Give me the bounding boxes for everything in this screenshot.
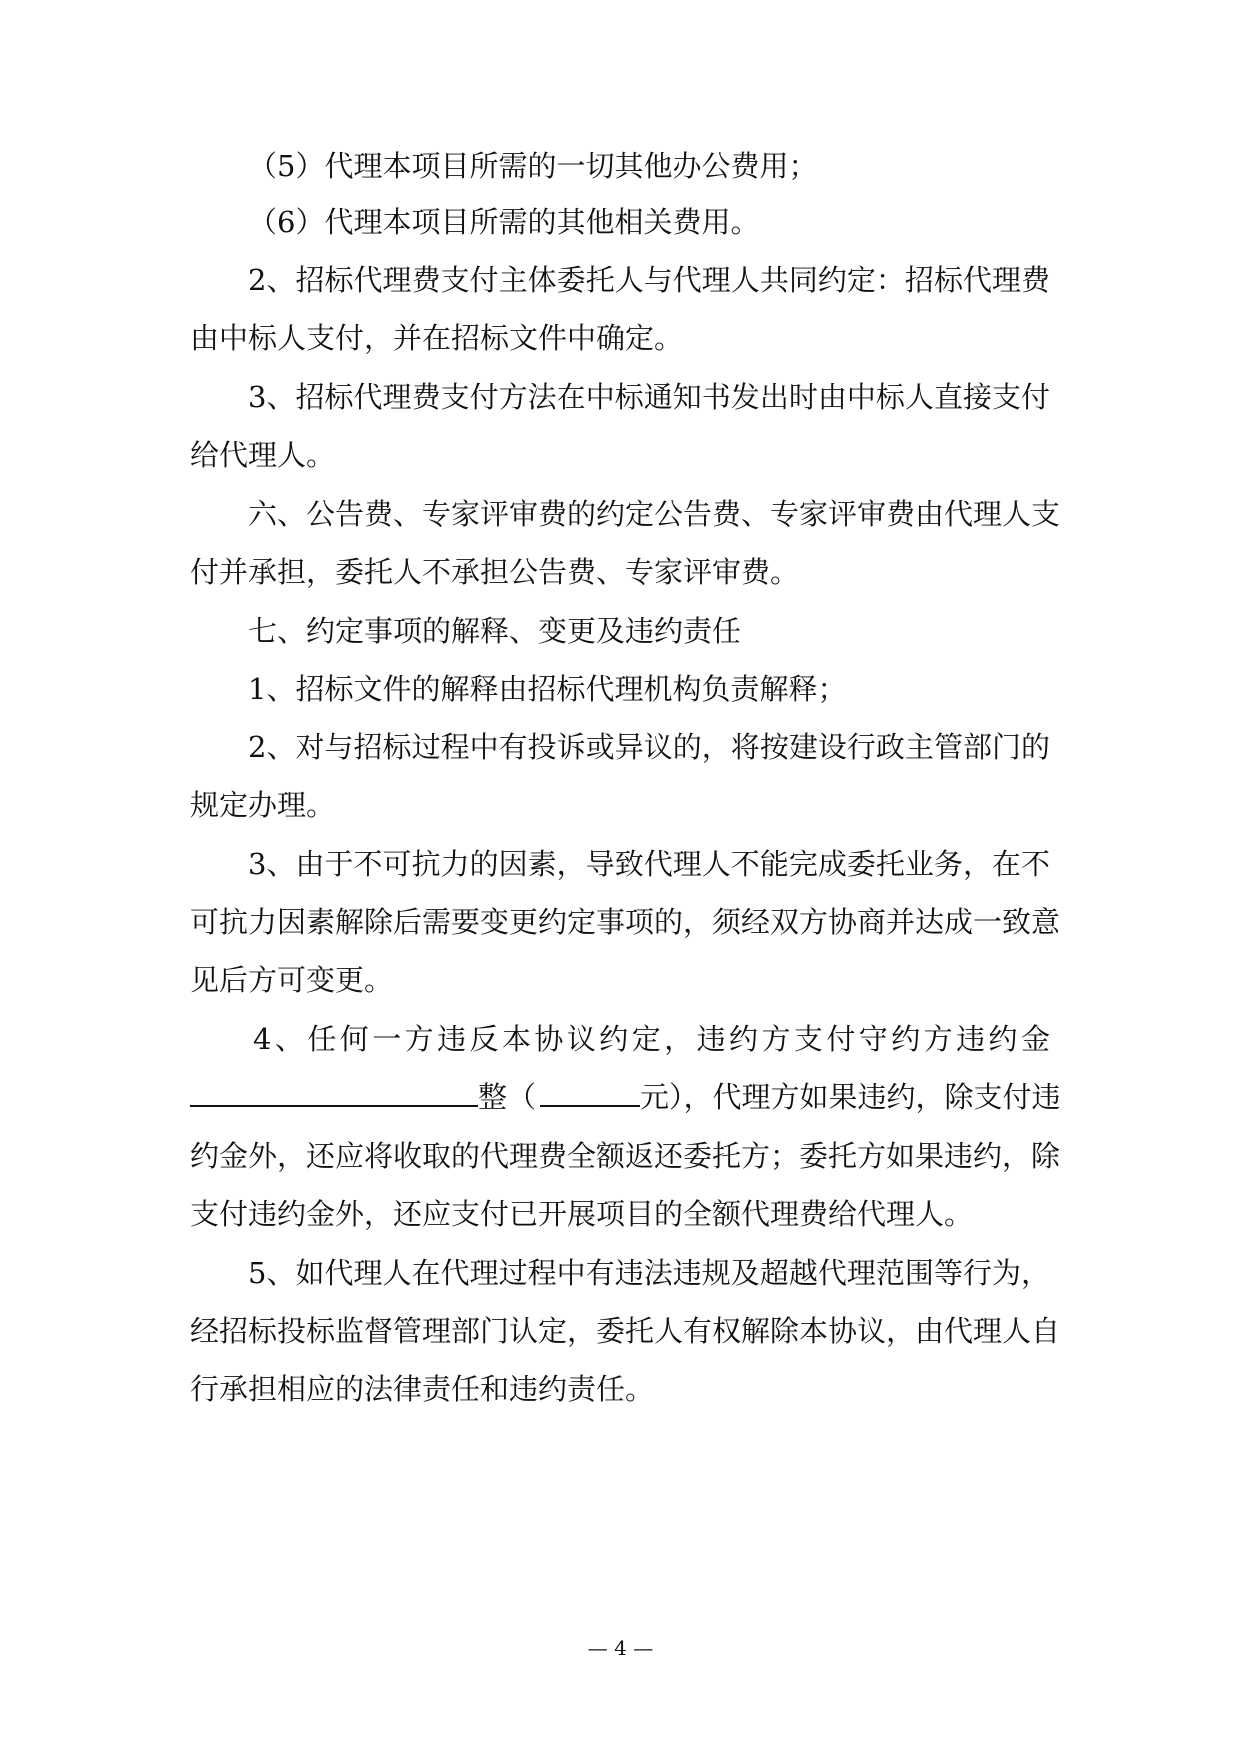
text-line: 六、公告费、专家评审费的约定公告费、专家评审费由代理人支: [248, 497, 1061, 531]
text-line: 可抗力因素解除后需要变更约定事项的，须经双方协商并达成一致意: [190, 905, 1061, 939]
text-line: 3、招标代理费支付方法在中标通知书发出时由中标人直接支付: [248, 380, 1050, 414]
text-line: 4、任何一方违反本协议约定，违约方支付守约方违约金: [253, 1022, 1050, 1056]
page-number: — 4 —: [587, 1636, 654, 1660]
text-line: 支付违约金外，还应支付已开展项目的全额代理费给代理人。: [190, 1197, 974, 1231]
amount-words-blank: [190, 1077, 478, 1107]
text-line: 3、由于不可抗力的因素，导致代理人不能完成委托业务，在不: [248, 847, 1050, 881]
text-line: 见后方可变更。: [190, 963, 394, 997]
text-line: 5、如代理人在代理过程中有违法违规及超越代理范围等行为，: [248, 1256, 1050, 1290]
text-line: 给代理人。: [190, 438, 336, 472]
text-line: 付并承担，委托人不承担公告费、专家评审费。: [190, 555, 800, 589]
text-line-with-blanks: [190, 1077, 1061, 1117]
text-line: （5）代理本项目所需的一切其他办公费用；: [248, 149, 818, 183]
text-line: （6）代理本项目所需的其他相关费用。: [248, 205, 760, 239]
blank-tail-text: 元），代理方如果违约，除支付违: [640, 1080, 1061, 1114]
section-heading: 七、约定事项的解释、变更及违约责任: [248, 614, 742, 648]
text-line: 经招标投标监督管理部门认定，委托人有权解除本协议，由代理人自: [190, 1314, 1061, 1348]
blank-mid-text: 整（: [478, 1080, 537, 1114]
text-line: 2、对与招标过程中有投诉或异议的，将按建设行政主管部门的: [248, 730, 1050, 764]
text-line: 由中标人支付，并在招标文件中确定。: [190, 321, 684, 355]
text-line: 行承担相应的法律责任和违约责任。: [190, 1372, 655, 1406]
amount-number-blank: [540, 1077, 640, 1107]
text-line: 1、招标文件的解释由招标代理机构负责解释；: [248, 672, 847, 706]
text-line: 规定办理。: [190, 788, 336, 822]
text-line: 2、招标代理费支付主体委托人与代理人共同约定：招标代理费: [248, 263, 1050, 297]
text-line: 约金外，还应将收取的代理费全额返还委托方；委托方如果违约，除: [190, 1139, 1061, 1173]
